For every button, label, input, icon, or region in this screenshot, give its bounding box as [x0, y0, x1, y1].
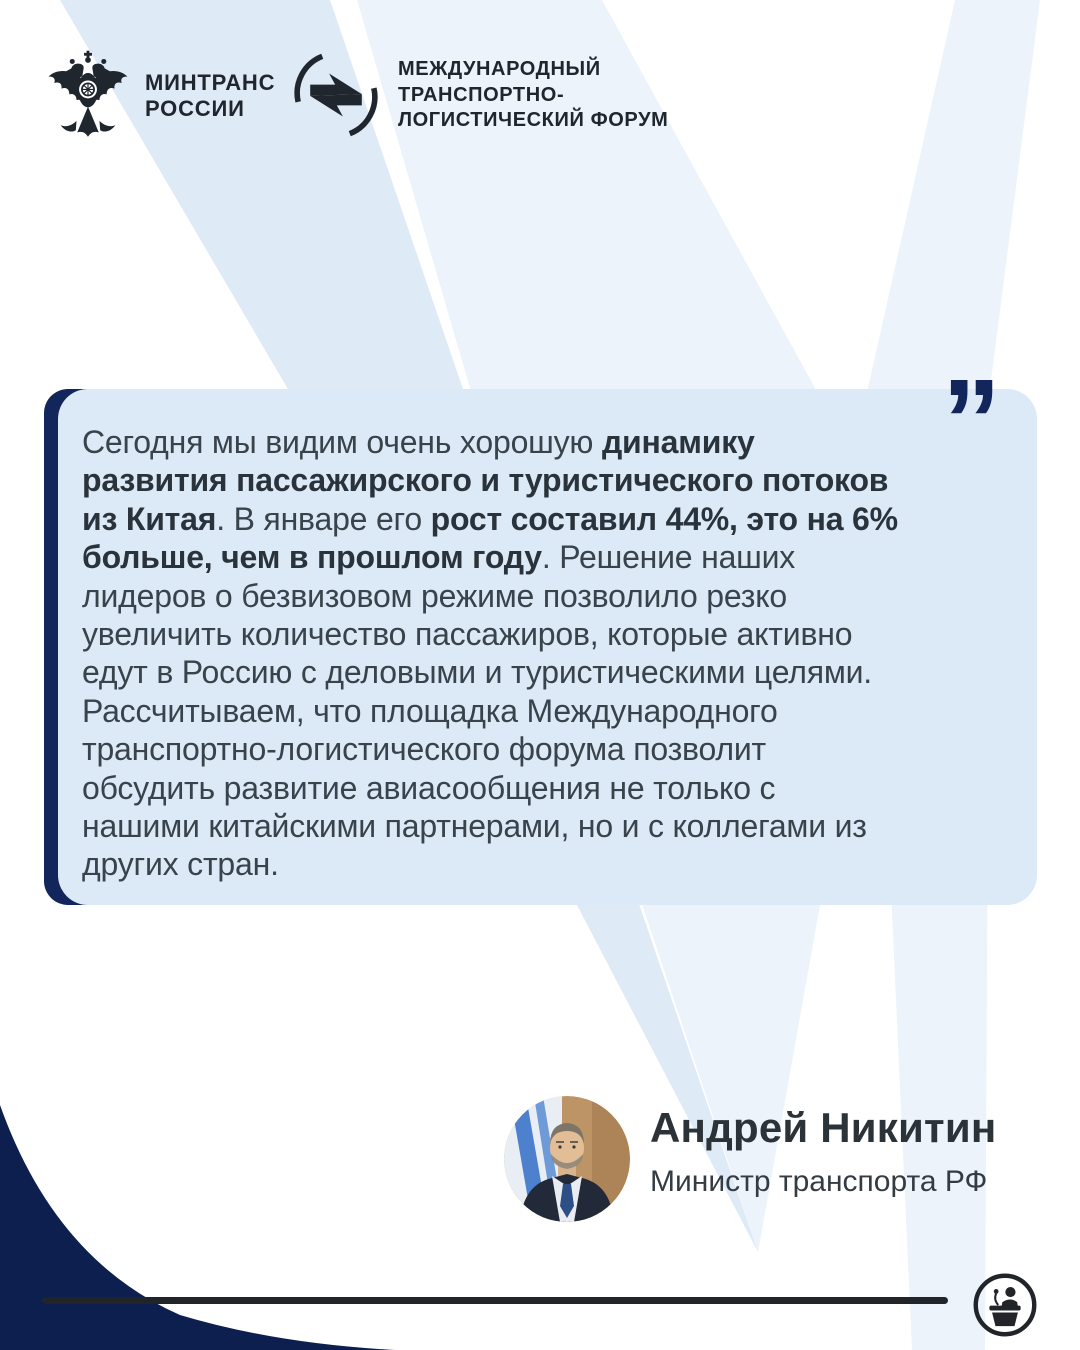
mintrans-wordmark — [145, 70, 275, 122]
exchange-arrows-circle-icon — [293, 52, 379, 138]
person-title: Министр транспорта РФ — [650, 1165, 988, 1198]
quote-line: обсудить развитие авиасообщения не только с — [82, 769, 776, 806]
quote-line: Рассчитываем, что площадка Международного — [82, 692, 778, 729]
quote-line: Сегодня мы видим очень хорошую динамику — [82, 424, 755, 460]
quote-line: лидеров о безвизовом режиме позволило резко — [82, 577, 787, 614]
quote-line: увеличить количество пассажиров, которые активно — [82, 616, 853, 653]
mintrans-line1: МИНТРАНС — [145, 70, 276, 95]
bottom-left-corner-shape — [0, 1100, 540, 1350]
speaker-podium-icon — [971, 1271, 1039, 1339]
forum-line2: ТРАНСПОРТНО- — [398, 83, 565, 106]
quote-line: больше, чем в прошлом году. Решение наших — [82, 539, 796, 576]
quote-line: нашими китайскими партнерами, но и с коллегами из — [82, 808, 867, 845]
mintrans-logo — [45, 50, 131, 146]
mintrans-line2: РОССИИ — [145, 96, 245, 121]
speaker-badge — [971, 1271, 1039, 1339]
footer-divider-line — [42, 1297, 948, 1304]
quote-line: из Китая. В январе его рост составил 44%, это на 6% — [82, 500, 898, 537]
forum-wordmark — [398, 57, 668, 134]
quote-line: других стран. — [82, 846, 279, 883]
forum-line3: ЛОГИСТИЧЕСКИЙ ФОРУМ — [398, 109, 669, 131]
quotation-mark-icon: ” — [942, 355, 995, 487]
double-headed-eagle-icon — [45, 50, 131, 146]
quote-text — [82, 423, 982, 884]
forum-logo — [293, 52, 379, 138]
quote-line: транспортно-логистического форума позволит — [82, 731, 766, 768]
quote-line: развития пассажирского и туристического потоков — [82, 462, 889, 499]
person-name: Андрей Никитин — [650, 1104, 997, 1151]
quote-line: едут в Россию с деловыми и туристическими целями. — [82, 654, 872, 691]
forum-line1: МЕЖДУНАРОДНЫЙ — [398, 58, 601, 80]
